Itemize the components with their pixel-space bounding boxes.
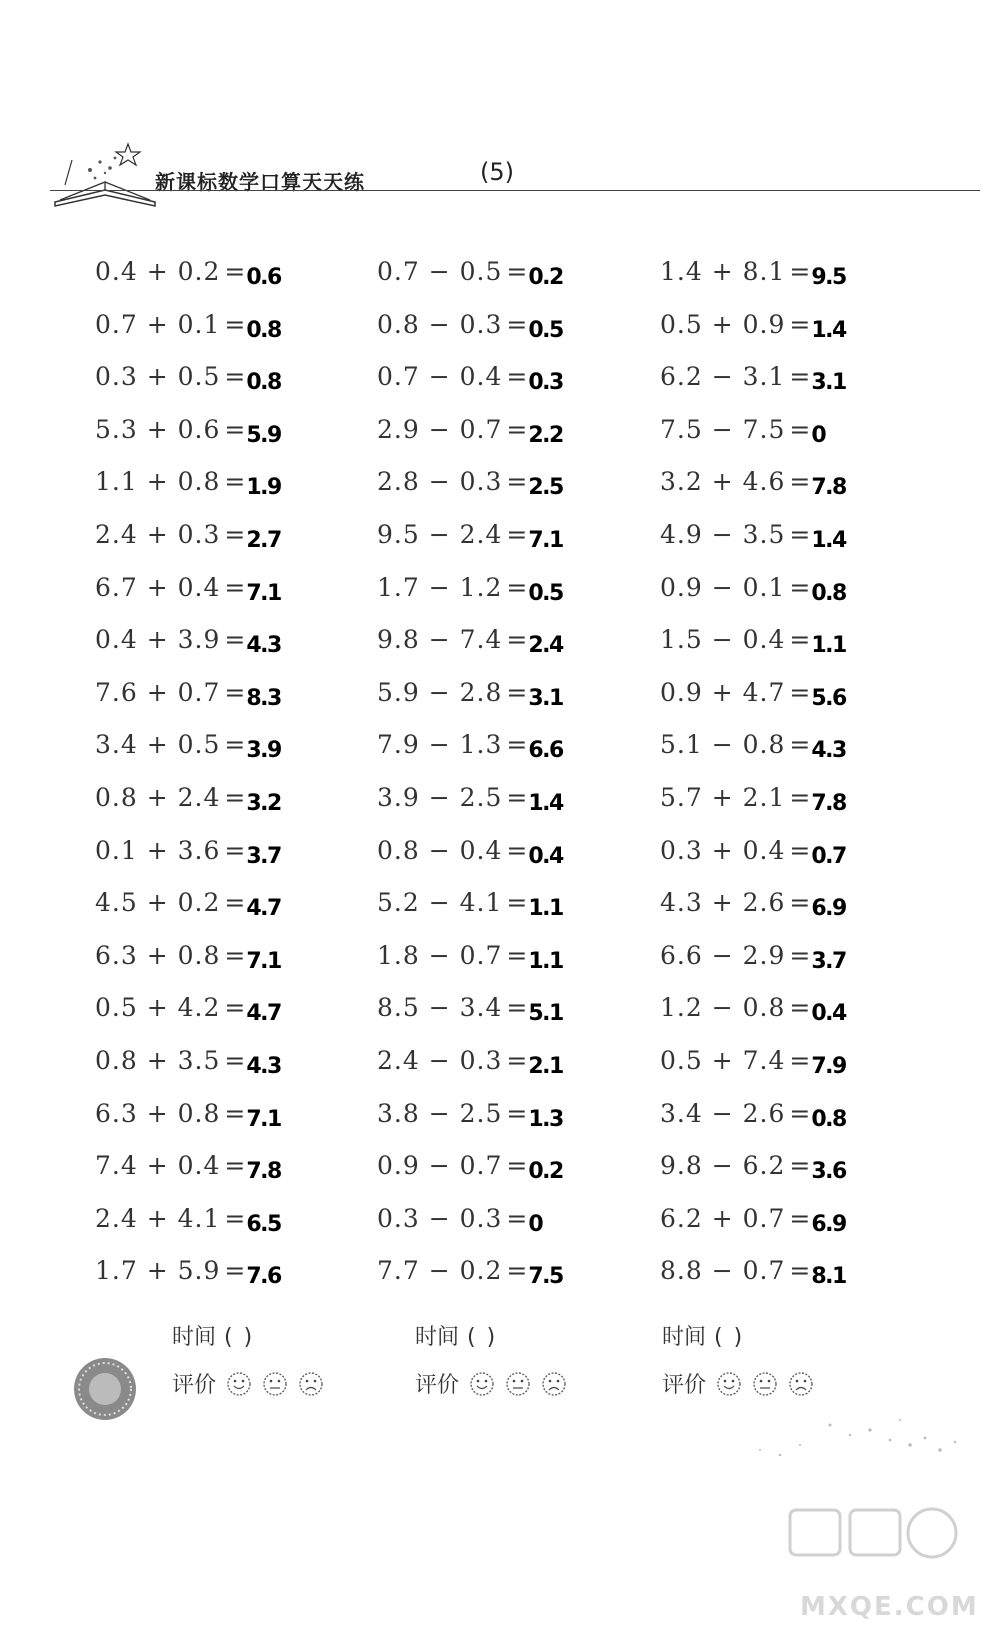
- problem-item: [660, 310, 846, 363]
- equals-sign: =: [224, 519, 246, 549]
- equals-sign: =: [224, 888, 246, 918]
- written-answer: 0.6: [246, 265, 281, 290]
- problem-item: [660, 467, 846, 520]
- smile-face-icon: [469, 1371, 495, 1397]
- decorative-sparkle-trail: [700, 1400, 970, 1470]
- problem-item: [95, 310, 281, 363]
- written-answer: 4.7: [246, 1001, 281, 1027]
- equals-sign: =: [789, 467, 811, 497]
- written-answer: 0.3: [528, 370, 563, 396]
- time-blank: ( ): [714, 1325, 745, 1350]
- problem-expression: 0.7 + 0.1: [95, 309, 221, 339]
- equals-sign: =: [506, 625, 528, 655]
- smile-face-icon: [226, 1371, 252, 1397]
- equals-sign: =: [789, 835, 811, 865]
- problem-item: [660, 520, 846, 573]
- problem-item: [377, 415, 563, 468]
- problem-expression: 1.7 + 5.9: [95, 1256, 221, 1286]
- equals-sign: =: [789, 572, 811, 602]
- time-row: [415, 1320, 567, 1360]
- problem-expression: 5.9 − 2.8: [377, 677, 503, 707]
- written-answer: 7.1: [246, 1106, 281, 1132]
- problem-item: [377, 730, 563, 783]
- equals-sign: =: [789, 677, 811, 707]
- problem-expression: 5.1 − 0.8: [660, 730, 786, 760]
- time-blank: ( ): [224, 1325, 255, 1350]
- problem-expression: 2.4 − 0.3: [377, 1045, 503, 1075]
- problem-item: [660, 362, 846, 415]
- written-answer: 1.3: [528, 1106, 563, 1132]
- equals-sign: =: [506, 1045, 528, 1075]
- sad-face-icon: [298, 1371, 324, 1397]
- equals-sign: =: [789, 730, 811, 760]
- problem-expression: 7.4 + 0.4: [95, 1151, 221, 1181]
- problem-item: [377, 257, 563, 310]
- problem-expression: 2.9 − 0.7: [377, 414, 503, 444]
- equals-sign: =: [789, 940, 811, 970]
- written-answer: 3.2: [246, 790, 281, 816]
- equals-sign: =: [789, 782, 811, 812]
- problem-expression: 7.5 − 7.5: [660, 414, 786, 444]
- equals-sign: =: [224, 835, 246, 865]
- equals-sign: =: [506, 257, 528, 286]
- written-answer: 8.3: [246, 685, 281, 711]
- written-answer: 0.4: [811, 1001, 846, 1027]
- written-answer: 0.2: [528, 1159, 563, 1185]
- equals-sign: =: [506, 835, 528, 865]
- sad-face-icon: [541, 1371, 567, 1397]
- problem-expression: 0.8 + 2.4: [95, 782, 221, 812]
- problem-item: [377, 625, 563, 678]
- written-answer: 0.7: [811, 843, 846, 869]
- written-answer: 2.2: [528, 422, 563, 448]
- problem-expression: 0.3 + 0.5: [95, 362, 221, 392]
- written-answer: 7.1: [528, 527, 563, 553]
- neutral-face-icon: [752, 1371, 778, 1397]
- written-answer: 0.5: [528, 317, 563, 343]
- written-answer: 3.7: [246, 843, 281, 869]
- problem-item: [95, 1046, 281, 1099]
- equals-sign: =: [224, 625, 246, 655]
- problem-item: [377, 310, 563, 363]
- problem-item: [95, 1256, 281, 1309]
- problem-expression: 0.3 + 0.4: [660, 835, 786, 865]
- decorative-badge-icon: [72, 1356, 138, 1422]
- written-answer: 6.6: [528, 738, 563, 764]
- footer-block-1: [172, 1320, 324, 1399]
- written-answer: 4.7: [246, 896, 281, 922]
- equals-sign: =: [224, 1203, 246, 1233]
- problem-expression: 7.7 − 0.2: [377, 1256, 503, 1286]
- written-answer: 9.5: [811, 265, 846, 290]
- written-answer: 3.9: [246, 738, 281, 764]
- problem-expression: 3.4 + 0.5: [95, 730, 221, 760]
- written-answer: 0.8: [811, 1106, 846, 1132]
- equals-sign: =: [506, 940, 528, 970]
- equals-sign: =: [506, 309, 528, 339]
- problem-expression: 6.3 + 0.8: [95, 1098, 221, 1128]
- problem-expression: 1.1 + 0.8: [95, 467, 221, 497]
- time-row: [662, 1320, 814, 1360]
- problem-expression: 2.4 + 0.3: [95, 519, 221, 549]
- problem-item: [95, 362, 281, 415]
- problem-expression: 6.7 + 0.4: [95, 572, 221, 602]
- time-blank: ( ): [467, 1325, 498, 1350]
- written-answer: 3.1: [811, 370, 846, 396]
- problem-expression: 2.8 − 0.3: [377, 467, 503, 497]
- written-answer: 0.8: [246, 370, 281, 396]
- problem-expression: 0.9 − 0.7: [377, 1151, 503, 1181]
- problem-item: [95, 1099, 281, 1152]
- equals-sign: =: [224, 782, 246, 812]
- problem-column-3: [660, 257, 846, 1309]
- written-answer: 7.8: [811, 475, 846, 501]
- evaluation-label: 评价: [415, 1373, 460, 1398]
- problem-item: [660, 678, 846, 731]
- equals-sign: =: [224, 993, 246, 1023]
- time-label: 时间: [172, 1325, 217, 1350]
- header-divider: [50, 190, 980, 191]
- problem-expression: 4.5 + 0.2: [95, 888, 221, 918]
- equals-sign: =: [506, 414, 528, 444]
- equals-sign: =: [224, 677, 246, 707]
- problem-expression: 1.4 + 8.1: [660, 257, 786, 286]
- smile-face-icon: [716, 1371, 742, 1397]
- problem-item: [95, 257, 281, 310]
- problem-expression: 0.5 + 7.4: [660, 1045, 786, 1075]
- written-answer: 4.3: [246, 1053, 281, 1079]
- equals-sign: =: [506, 1256, 528, 1286]
- problem-item: [660, 573, 846, 626]
- equals-sign: =: [224, 309, 246, 339]
- problem-expression: 9.8 − 6.2: [660, 1151, 786, 1181]
- written-answer: 7.1: [246, 948, 281, 974]
- equals-sign: =: [789, 1045, 811, 1075]
- equals-sign: =: [789, 1256, 811, 1286]
- equals-sign: =: [224, 572, 246, 602]
- equals-sign: =: [789, 888, 811, 918]
- evaluation-row: [662, 1368, 814, 1399]
- equals-sign: =: [789, 414, 811, 444]
- problem-expression: 2.4 + 4.1: [95, 1203, 221, 1233]
- problem-item: [377, 1256, 563, 1309]
- written-answer: 7.1: [246, 580, 281, 606]
- problem-item: [660, 257, 846, 310]
- problem-item: [377, 1151, 563, 1204]
- written-answer: 7.9: [811, 1053, 846, 1079]
- written-answer: 1.1: [528, 948, 563, 974]
- problem-expression: 0.7 − 0.5: [377, 257, 503, 286]
- problem-item: [377, 467, 563, 520]
- written-answer: 1.1: [811, 633, 846, 659]
- equals-sign: =: [506, 467, 528, 497]
- written-answer: 0.8: [246, 317, 281, 343]
- equals-sign: =: [506, 1098, 528, 1128]
- problem-item: [660, 888, 846, 941]
- problem-expression: 3.4 − 2.6: [660, 1098, 786, 1128]
- written-answer: 3.7: [811, 948, 846, 974]
- written-answer: 3.1: [528, 685, 563, 711]
- problem-expression: 0.4 + 3.9: [95, 625, 221, 655]
- problem-item: [660, 1046, 846, 1099]
- problem-expression: 8.8 − 0.7: [660, 1256, 786, 1286]
- problem-item: [377, 836, 563, 889]
- problem-expression: 7.9 − 1.3: [377, 730, 503, 760]
- problem-item: [660, 415, 846, 468]
- problem-item: [95, 573, 281, 626]
- neutral-face-icon: [262, 1371, 288, 1397]
- equals-sign: =: [789, 625, 811, 655]
- problem-item: [377, 362, 563, 415]
- problem-item: [377, 1046, 563, 1099]
- equals-sign: =: [224, 1151, 246, 1181]
- problem-expression: 0.9 − 0.1: [660, 572, 786, 602]
- written-answer: 6.9: [811, 1211, 846, 1237]
- written-answer: 1.9: [246, 475, 281, 501]
- problem-expression: 7.6 + 0.7: [95, 677, 221, 707]
- problem-item: [377, 888, 563, 941]
- problem-item: [660, 730, 846, 783]
- problem-item: [377, 573, 563, 626]
- problem-item: [95, 730, 281, 783]
- equals-sign: =: [224, 940, 246, 970]
- equals-sign: =: [506, 888, 528, 918]
- written-answer: 2.5: [528, 475, 563, 501]
- problem-expression: 4.3 + 2.6: [660, 888, 786, 918]
- footer-block-2: [415, 1320, 567, 1399]
- written-answer: 7.8: [811, 790, 846, 816]
- problem-item: [660, 1099, 846, 1152]
- problem-item: [377, 993, 563, 1046]
- written-answer: 0: [811, 422, 826, 448]
- written-answer: 0: [528, 1211, 543, 1237]
- problem-item: [660, 1151, 846, 1204]
- problem-item: [95, 415, 281, 468]
- equals-sign: =: [506, 677, 528, 707]
- equals-sign: =: [224, 730, 246, 760]
- problem-expression: 0.4 + 0.2: [95, 257, 221, 286]
- written-answer: 3.6: [811, 1159, 846, 1185]
- problem-item: [95, 941, 281, 994]
- problem-item: [660, 625, 846, 678]
- written-answer: 6.9: [811, 896, 846, 922]
- footer-block-3: [662, 1320, 814, 1399]
- problem-expression: 1.5 − 0.4: [660, 625, 786, 655]
- problem-expression: 5.2 − 4.1: [377, 888, 503, 918]
- written-answer: 7.6: [246, 1264, 281, 1290]
- problem-expression: 4.9 − 3.5: [660, 519, 786, 549]
- written-answer: 1.4: [528, 790, 563, 816]
- written-answer: 0.2: [528, 265, 563, 290]
- equals-sign: =: [789, 1098, 811, 1128]
- problem-item: [95, 836, 281, 889]
- page-header: [50, 140, 980, 220]
- equals-sign: =: [224, 414, 246, 444]
- problem-expression: 8.5 − 3.4: [377, 993, 503, 1023]
- problem-item: [660, 783, 846, 836]
- equals-sign: =: [224, 362, 246, 392]
- problem-column-2: [377, 257, 563, 1309]
- problem-expression: 5.3 + 0.6: [95, 414, 221, 444]
- written-answer: 4.3: [811, 738, 846, 764]
- problem-item: [660, 1204, 846, 1257]
- equals-sign: =: [789, 1151, 811, 1181]
- written-answer: 0.8: [811, 580, 846, 606]
- problem-item: [95, 1151, 281, 1204]
- problem-item: [377, 1204, 563, 1257]
- problem-expression: 0.3 − 0.3: [377, 1203, 503, 1233]
- problem-expression: 0.5 + 4.2: [95, 993, 221, 1023]
- equals-sign: =: [506, 730, 528, 760]
- problem-item: [377, 783, 563, 836]
- sad-face-icon: [788, 1371, 814, 1397]
- time-row: [172, 1320, 324, 1360]
- written-answer: 5.1: [528, 1001, 563, 1027]
- written-answer: 1.4: [811, 527, 846, 553]
- problem-item: [95, 467, 281, 520]
- written-answer: 1.4: [811, 317, 846, 343]
- written-answer: 5.6: [811, 685, 846, 711]
- problem-item: [95, 783, 281, 836]
- written-answer: 8.1: [811, 1264, 846, 1290]
- watermark-text: MXQE.COM: [800, 1592, 979, 1622]
- equals-sign: =: [506, 519, 528, 549]
- written-answer: 7.5: [528, 1264, 563, 1290]
- problem-expression: 0.8 − 0.4: [377, 835, 503, 865]
- equals-sign: =: [506, 782, 528, 812]
- problem-item: [660, 993, 846, 1046]
- equals-sign: =: [506, 1151, 528, 1181]
- problem-item: [95, 1204, 281, 1257]
- equals-sign: =: [789, 1203, 811, 1233]
- written-answer: 1.1: [528, 896, 563, 922]
- problem-item: [95, 888, 281, 941]
- equals-sign: =: [224, 1045, 246, 1075]
- written-answer: 2.4: [528, 633, 563, 659]
- problem-expression: 5.7 + 2.1: [660, 782, 786, 812]
- written-answer: 0.4: [528, 843, 563, 869]
- equals-sign: =: [789, 362, 811, 392]
- problem-expression: 0.7 − 0.4: [377, 362, 503, 392]
- equals-sign: =: [224, 1098, 246, 1128]
- equals-sign: =: [789, 993, 811, 1023]
- equals-sign: =: [789, 257, 811, 286]
- problem-expression: 6.2 + 0.7: [660, 1203, 786, 1233]
- problem-expression: 1.8 − 0.7: [377, 940, 503, 970]
- equals-sign: =: [506, 1203, 528, 1233]
- problem-expression: 3.8 − 2.5: [377, 1098, 503, 1128]
- problem-expression: 0.1 + 3.6: [95, 835, 221, 865]
- problem-expression: 1.7 − 1.2: [377, 572, 503, 602]
- written-answer: 6.5: [246, 1211, 281, 1237]
- problem-expression: 9.5 − 2.4: [377, 519, 503, 549]
- problem-column-1: [95, 257, 281, 1309]
- written-answer: 4.3: [246, 633, 281, 659]
- problem-expression: 0.5 + 0.9: [660, 309, 786, 339]
- equals-sign: =: [506, 572, 528, 602]
- problem-expression: 6.3 + 0.8: [95, 940, 221, 970]
- problem-expression: 1.2 − 0.8: [660, 993, 786, 1023]
- problem-expression: 6.2 − 3.1: [660, 362, 786, 392]
- problem-item: [95, 993, 281, 1046]
- problem-item: [377, 941, 563, 994]
- time-label: 时间: [415, 1325, 460, 1350]
- time-label: 时间: [662, 1325, 707, 1350]
- problem-expression: 3.9 − 2.5: [377, 782, 503, 812]
- problem-item: [660, 941, 846, 994]
- evaluation-row: [172, 1368, 324, 1399]
- written-answer: 2.1: [528, 1053, 563, 1079]
- open-book-icon: [50, 140, 160, 215]
- equals-sign: =: [224, 1256, 246, 1286]
- evaluation-label: 评价: [172, 1373, 217, 1398]
- problem-expression: 0.8 + 3.5: [95, 1045, 221, 1075]
- written-answer: 5.9: [246, 422, 281, 448]
- problem-expression: 0.8 − 0.3: [377, 309, 503, 339]
- problem-expression: 6.6 − 2.9: [660, 940, 786, 970]
- problem-item: [377, 520, 563, 573]
- neutral-face-icon: [505, 1371, 531, 1397]
- problem-expression: 3.2 + 4.6: [660, 467, 786, 497]
- equals-sign: =: [224, 467, 246, 497]
- equals-sign: =: [789, 519, 811, 549]
- problem-item: [377, 678, 563, 731]
- problem-item: [660, 1256, 846, 1309]
- problem-item: [95, 678, 281, 731]
- equals-sign: =: [506, 993, 528, 1023]
- page-number: (5): [480, 158, 514, 186]
- equals-sign: =: [789, 309, 811, 339]
- written-answer: 0.5: [528, 580, 563, 606]
- problem-item: [95, 625, 281, 678]
- equals-sign: =: [506, 362, 528, 392]
- equals-sign: =: [224, 257, 246, 286]
- problem-expression: 0.9 + 4.7: [660, 677, 786, 707]
- evaluation-row: [415, 1368, 567, 1399]
- evaluation-label: 评价: [662, 1373, 707, 1398]
- written-answer: 7.8: [246, 1159, 281, 1185]
- problem-item: [95, 520, 281, 573]
- problem-item: [377, 1099, 563, 1152]
- book-title: 新课标数学口算天天练: [155, 170, 365, 194]
- problem-item: [660, 836, 846, 889]
- written-answer: 2.7: [246, 527, 281, 553]
- problem-expression: 9.8 − 7.4: [377, 625, 503, 655]
